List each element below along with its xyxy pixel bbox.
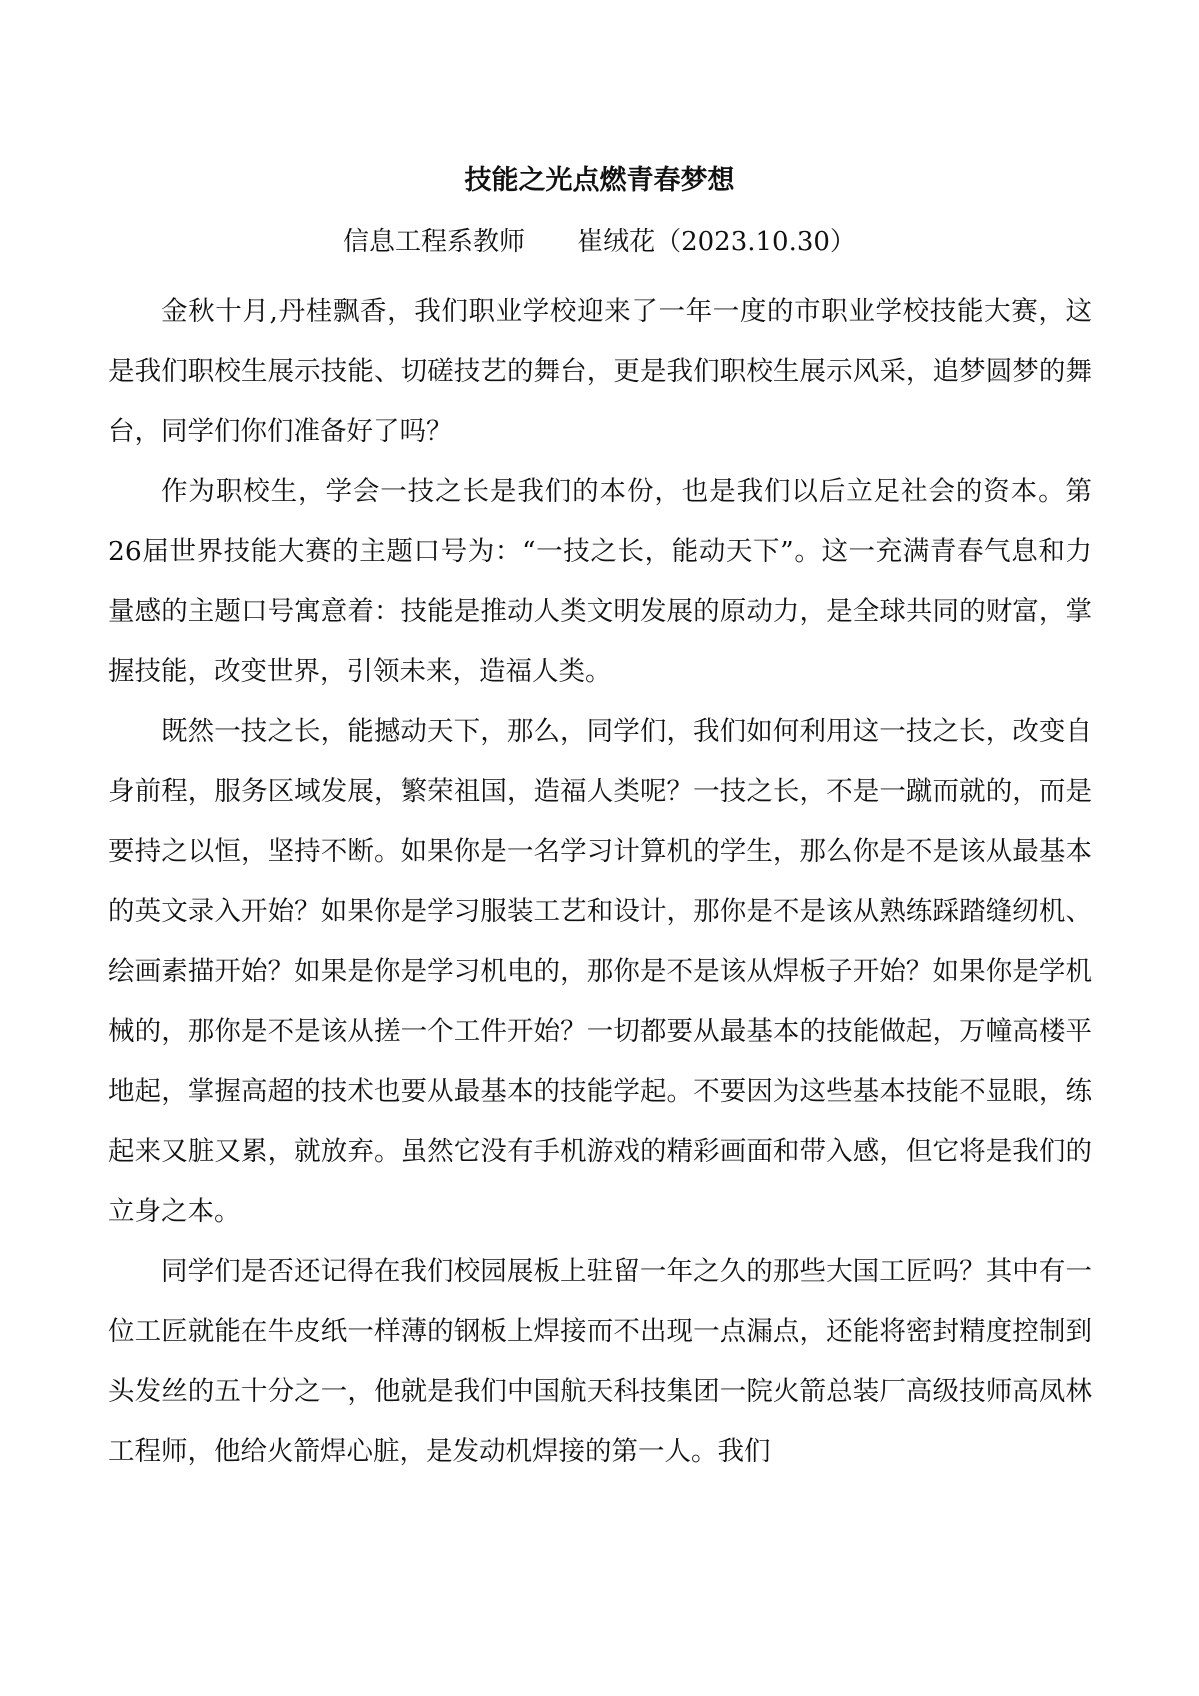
- paragraph: 同学们是否还记得在我们校园展板上驻留一年之久的那些大国工匠吗？其中有一位工匠就能在牛皮纸一样薄的钢板上焊接而不出现一点漏点，还能将密封精度控制到头发丝的五十分之一，他就是我们中国航天科技集团一院火箭总装厂高级技师高凤林工程师，他给火箭焊心脏，是发动机焊接的第一人。我们: [108, 1256, 1092, 1467]
- byline: [0, 222, 1199, 262]
- author-name-date: 崔绒花（2023.10.30）: [577, 227, 856, 257]
- paragraph: 作为职校生，学会一技之长是我们的本份，也是我们以后立足社会的资本。第26届世界技能大赛的主题口号为：“一技之长，能动天下”。这一充满青春气息和力量感的主题口号寓意着：技能是推动人类文明发展的原动力，是全球共同的财富，掌握技能，改变世界，引领未来，造福人类。: [108, 476, 1092, 687]
- document-title: 技能之光点燃青春梦想: [464, 165, 735, 196]
- article-body: [108, 282, 1092, 1482]
- author-role: 信息工程系教师: [343, 227, 526, 257]
- paragraph: 金秋十月,丹桂飘香，我们职业学校迎来了一年一度的市职业学校技能大赛，这是我们职校生展示技能、切磋技艺的舞台，更是我们职校生展示风采，追梦圆梦的舞台，同学们你们准备好了吗？: [108, 296, 1092, 447]
- paragraph: 既然一技之长，能撼动天下，那么，同学们，我们如何利用这一技之长，改变自身前程，服务区域发展，繁荣祖国，造福人类呢？一技之长，不是一蹴而就的，而是要持之以恒，坚持不断。如果你是一名学习计算机的学生，那么你是不是该从最基本的英文录入开始？如果你是学习服装工艺和设计，那你是不是该从熟练踩踏缝纫机、绘画素描开始？如果是你是学习机电的，那你是不是该从焊板子开始？如果你是学机械的，那你是不是该从搓一个工件开始？一切都要从最基本的技能做起，万幢高楼平地起，掌握高超的技术也要从最基本的技能学起。不要因为这些基本技能不显眼，练起来又脏又累，就放弃。虽然它没有手机游戏的精彩画面和带入感，但它将是我们的立身之本。: [108, 716, 1092, 1227]
